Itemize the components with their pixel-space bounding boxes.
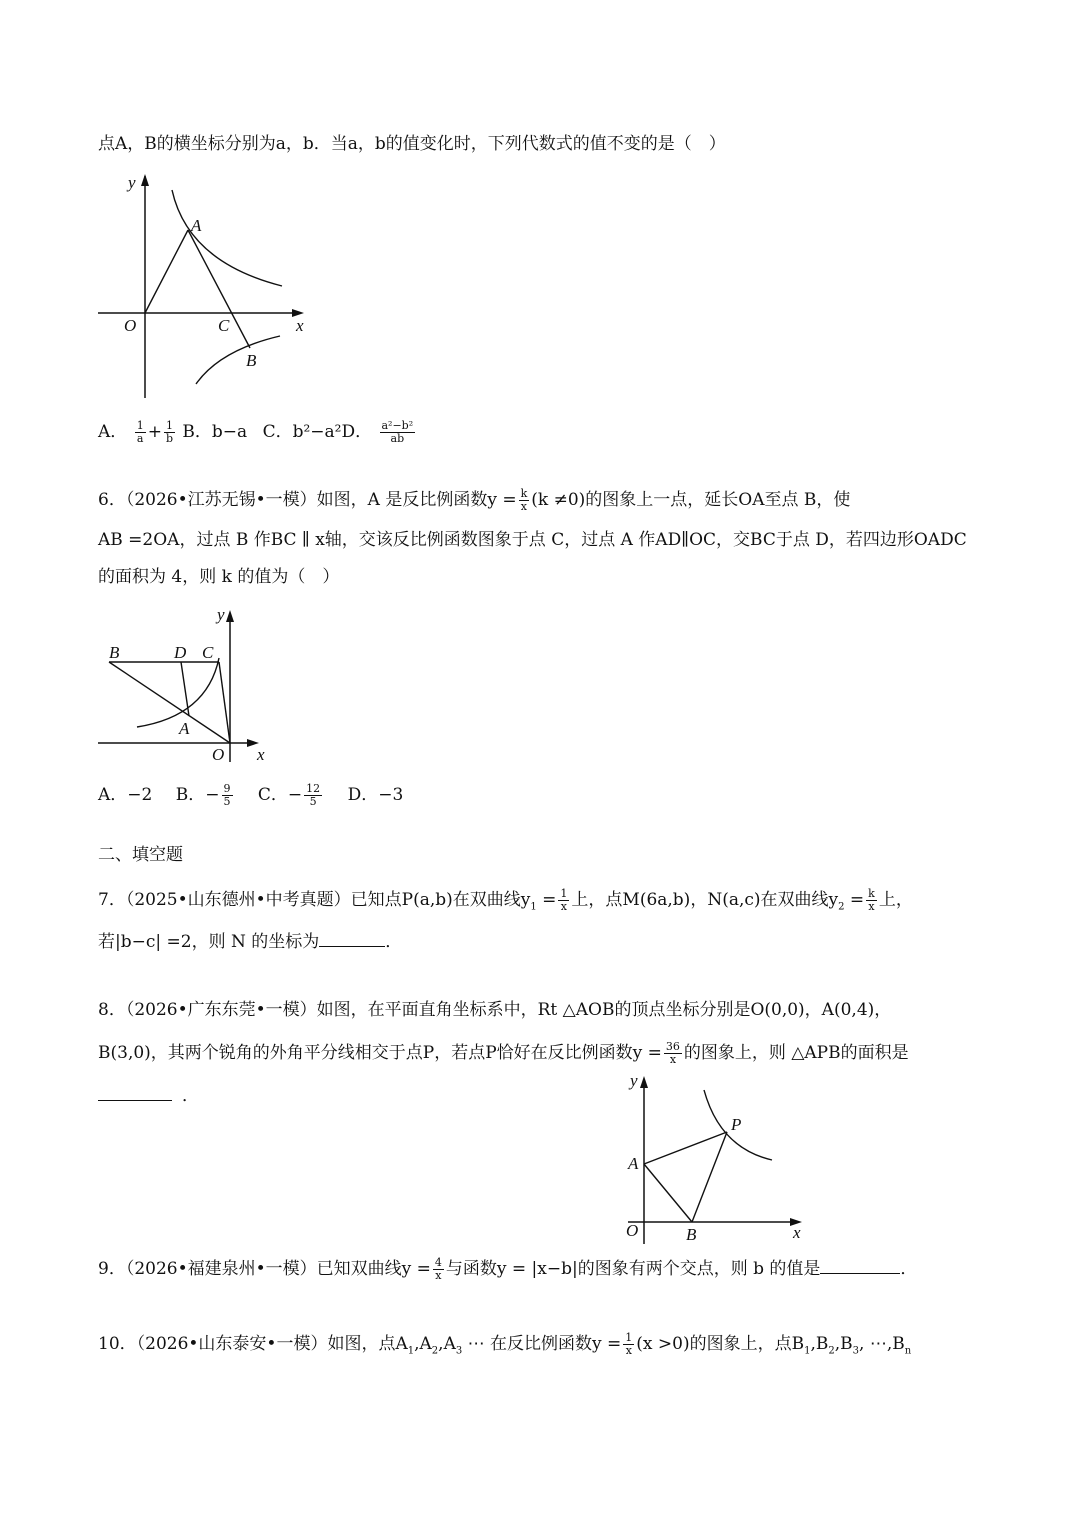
- q6-y-arrow: [226, 610, 234, 622]
- q6-options: [98, 783, 403, 808]
- q6-line1: 6．（2026•江苏无锡•一模）如图，A 是反比例函数y = $\frac{k}{x}$ (k ≠0)的图象上一点，延长OA至点 B，使: [98, 487, 851, 513]
- q9-frac: $\frac{4}{x}$: [434, 1256, 442, 1282]
- q5-y-arrow: [141, 174, 149, 186]
- q5-opt-a-frac1: $\frac{1}{a}$: [136, 419, 144, 445]
- q6-label-A: A: [179, 719, 190, 738]
- q6-label-x: x: [257, 745, 265, 764]
- q5-label-O: O: [124, 316, 137, 335]
- q8-segment-BP: [692, 1132, 727, 1222]
- q6-line3: 的面积为 4，则 k 的值为（ ）: [98, 567, 340, 587]
- q5-hyperbola-upper: [172, 190, 282, 286]
- q10-line: 10．（2026•山东泰安•一模）如图，点$A_1,A_2,A_3$ ⋯ 在反比例函数y = $\frac{1}{x}$ (x >0)的图象上，点$B_1,B_2,B_3$, $\cdots,B_n$: [98, 1331, 912, 1357]
- q5-segment-OA: [145, 230, 188, 313]
- q5-option-a: A． $\frac{1}{a}$ + $\frac{1}{b}$: [98, 419, 173, 445]
- q5-label-C: C: [218, 316, 230, 335]
- q5-option-b: B．b−a: [182, 422, 248, 442]
- q6-option-b: B．− $\frac{9}{5}$: [175, 782, 231, 808]
- q8-figure: [620, 1068, 820, 1248]
- q6-figure: [95, 600, 285, 768]
- q5-label-y: y: [128, 173, 136, 192]
- q5-label-x: x: [296, 316, 304, 335]
- q7-line1: 7．（2025•山东德州•中考真题）已知点P(a,b)在双曲线$y_1$ = $\frac{1}{x}$ 上，点M(6a,b)，N(a,c)在双曲线$y_2$ = $\frac{k}{x}$ 上，: [98, 887, 913, 913]
- q5-label-B: B: [246, 351, 257, 370]
- q6-label-O: O: [212, 745, 225, 764]
- q6-hyperbola: [137, 658, 219, 727]
- q6-segment-AD: [181, 662, 189, 716]
- q8-label-y: y: [630, 1071, 638, 1090]
- q8-line3: ．: [98, 1082, 199, 1108]
- q8-line1: 8．（2026•广东东莞•一模）如图，在平面直角坐标系中，Rt △AOB的顶点坐标分别是O(0,0)，A(0,4)，: [98, 1000, 892, 1020]
- q7-frac1: $\frac{1}{x}$: [560, 887, 568, 913]
- q8-label-A: A: [628, 1154, 639, 1173]
- q6-label-y: y: [217, 605, 225, 624]
- q10-frac: $\frac{1}{x}$: [625, 1331, 633, 1357]
- q5-options: [98, 420, 417, 445]
- q5-opt-a-frac2: $\frac{1}{b}$: [165, 419, 173, 445]
- q7-answer-blank[interactable]: [319, 928, 385, 947]
- q8-label-O: O: [626, 1221, 639, 1240]
- q6-segment-BO: [109, 662, 230, 743]
- q6-line2: AB =2OA，过点 B 作BC ∥ x轴，交该反比例函数图象于点 C，过点 A 作AD∥OC，交BC于点 D，若四边形OADC: [98, 530, 967, 550]
- q6-option-d: D．−3: [347, 785, 404, 805]
- q9-answer-blank[interactable]: [820, 1255, 900, 1274]
- q6-func-frac: $\frac{k}{x}$: [520, 487, 528, 513]
- q8-segment-AP: [644, 1132, 727, 1164]
- q6-option-a: A．−2: [98, 785, 153, 805]
- q8-frac: $\frac{36}{x}$: [665, 1040, 680, 1066]
- q5-label-A: A: [191, 216, 202, 235]
- q8-label-B: B: [686, 1225, 697, 1244]
- q8-label-P: P: [731, 1115, 742, 1134]
- q8-label-x: x: [793, 1223, 801, 1242]
- q6-label-B: B: [109, 643, 120, 662]
- q7-line2: 若|b−c| =2，则 N 的坐标为 ．: [98, 928, 402, 954]
- q8-y-arrow: [640, 1076, 648, 1088]
- q7-frac2: $\frac{k}{x}$: [868, 887, 875, 913]
- q6-label-C: C: [202, 643, 214, 662]
- section-fill-in-heading: 二、填空题: [98, 845, 183, 865]
- q8-line2: B(3,0)，其两个锐角的外角平分线相交于点P，若点P恰好在反比例函数y = $\frac{36}{x}$ 的图象上，则 △APB的面积是: [98, 1040, 909, 1066]
- q5-stem: 点A，B的横坐标分别为a，b．当a，b的值变化时，下列代数式的值不变的是（ ）: [98, 134, 726, 154]
- q6-segment-OC: [219, 662, 230, 743]
- q5-option-c: C．b²−a²D．: [262, 422, 373, 442]
- q5-figure: [90, 168, 320, 404]
- q6-option-c: C．− $\frac{12}{5}$: [257, 782, 321, 808]
- q8-segment-AB: [644, 1164, 692, 1222]
- q5-hyperbola-lower: [196, 336, 280, 384]
- q9-line: 9．（2026•福建泉州•一模）已知双曲线y = $\frac{4}{x}$ 与函数y = |x−b|的图象有两个交点，则 b 的值是 ．: [98, 1256, 918, 1282]
- q5-option-d-frac: $\frac{\text{a²−b²}}{ab}$: [381, 419, 414, 445]
- q8-answer-blank[interactable]: [98, 1082, 172, 1101]
- q6-label-D: D: [174, 643, 187, 662]
